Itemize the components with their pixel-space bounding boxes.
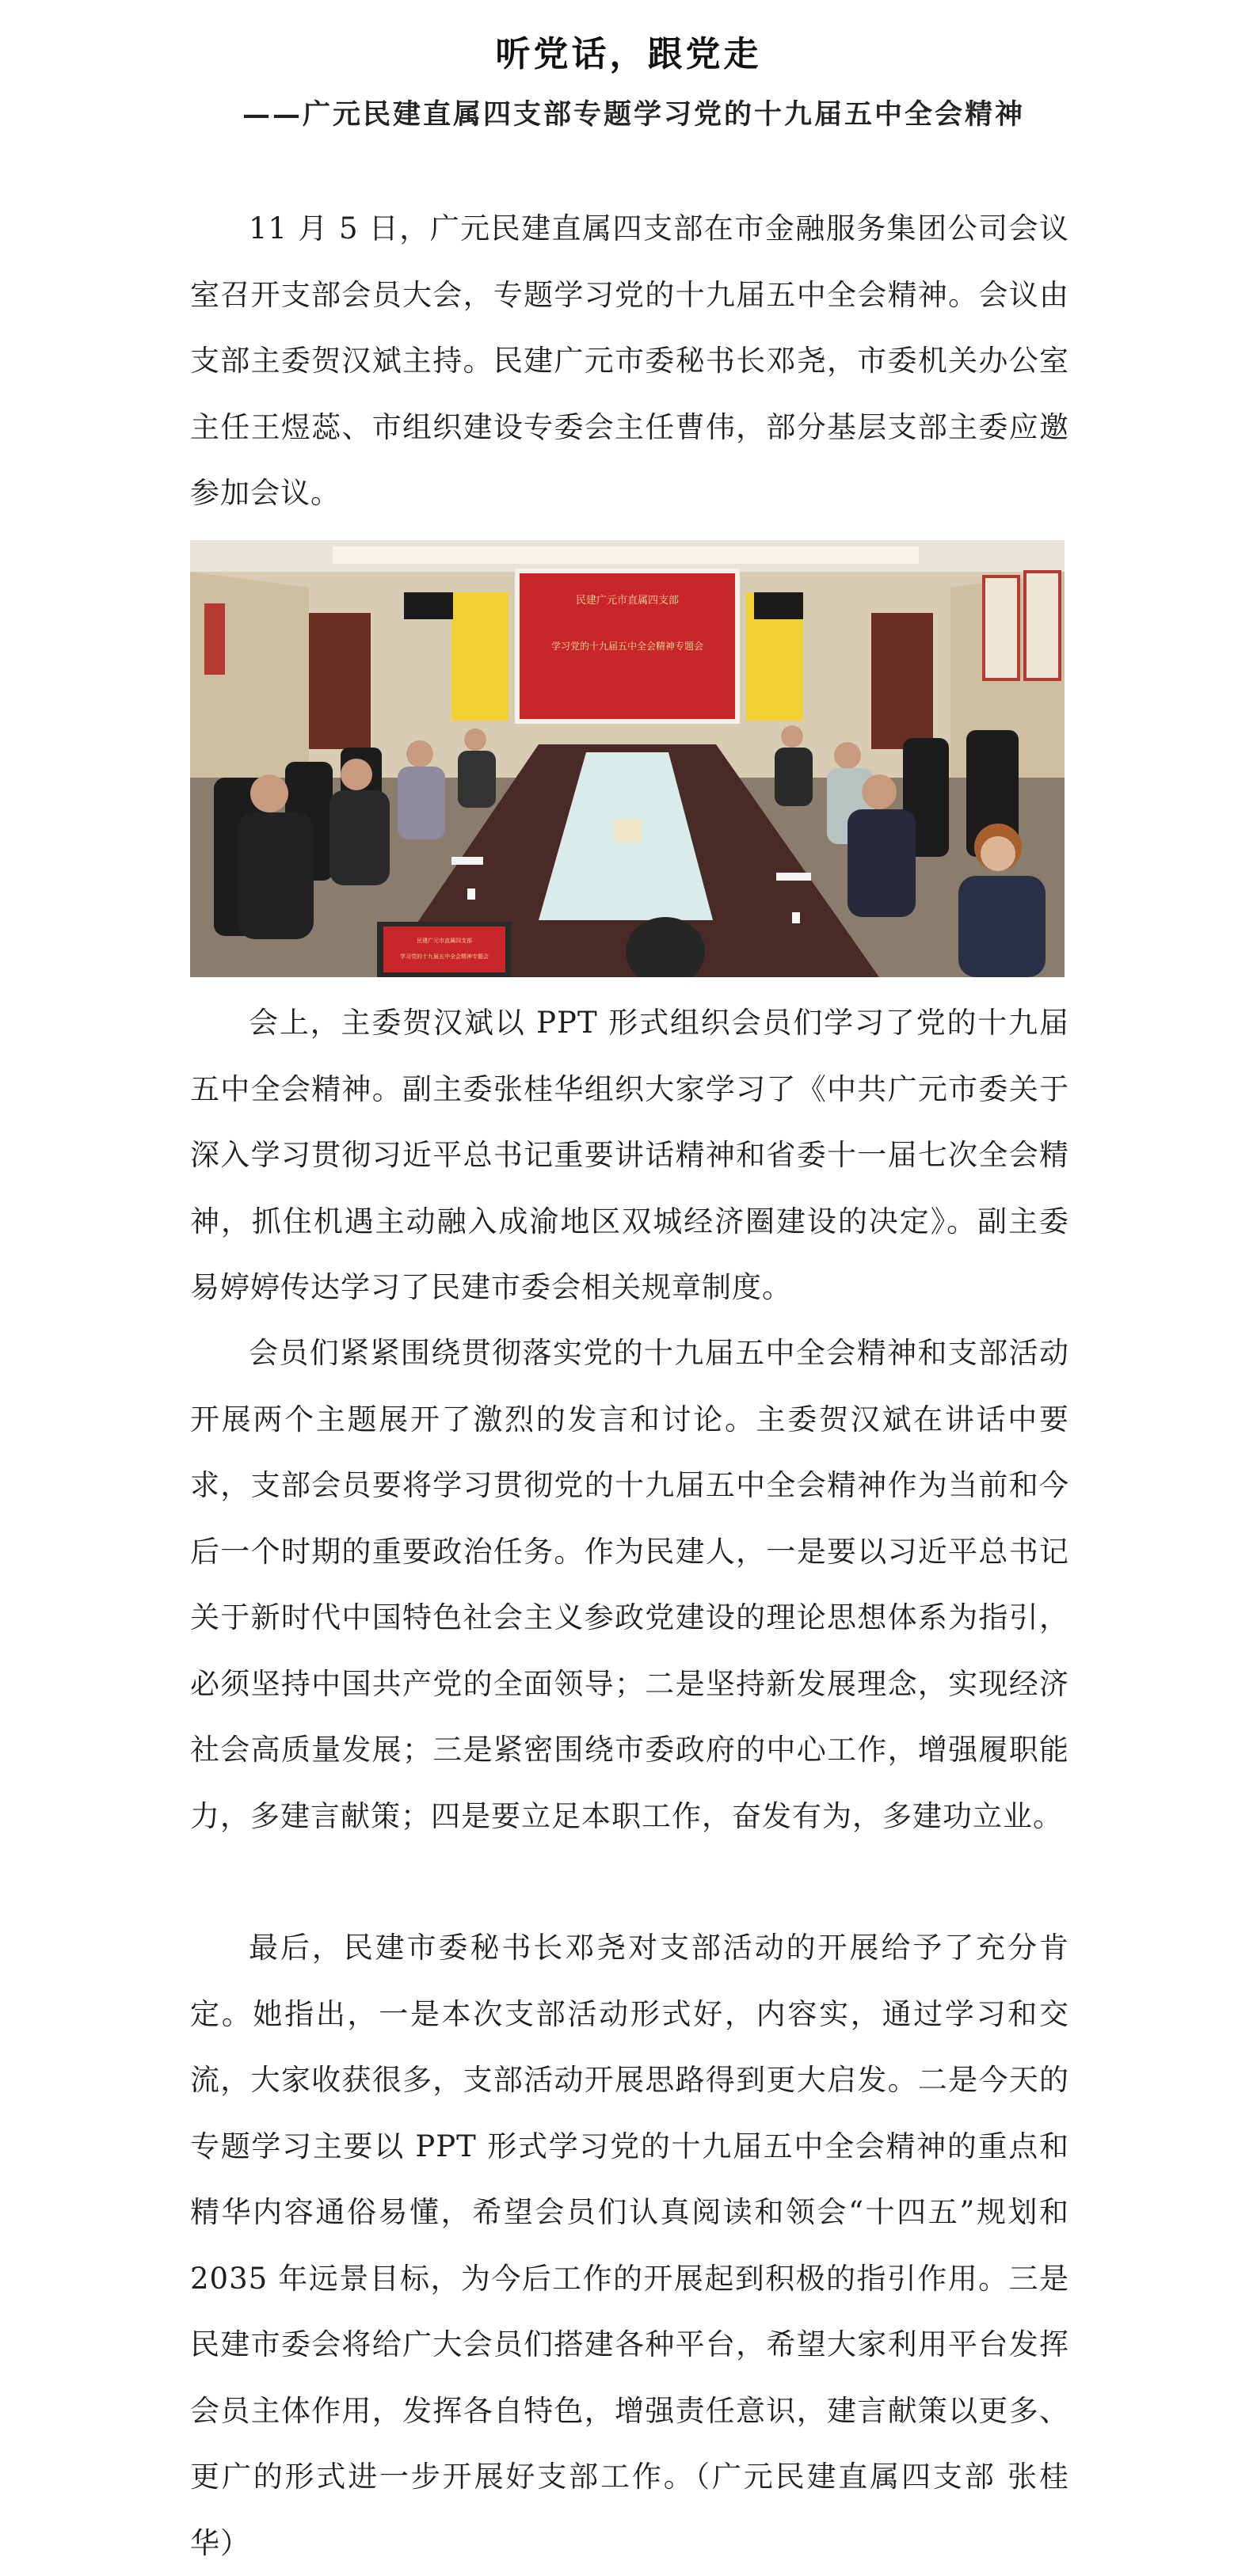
- person-right-1-head: [781, 725, 803, 748]
- cup-right: [792, 912, 800, 923]
- person-right-4-head: [981, 836, 1015, 871]
- meeting-photo: [190, 540, 1065, 977]
- person-right-1-body: [775, 748, 813, 806]
- screen-title-line1: 民建广元市直属四支部: [575, 594, 680, 606]
- person-left-1-head: [250, 774, 288, 812]
- paragraph-4: 最后，民建市委秘书长邓尧对支部活动的开展给予了充分肯定。她指出，一是本次支部活动形式好，内容实，通过学习和交流，大家收获很多，支部活动开展思路得到更大启发。二是今天的专题学习主要以 PPT 形式学习党的十九届五中全会精神的重点和精华内容通俗易懂，希望会员们认真阅读和领会“十四五”规划和 2035 年远景目标，为今后工作的开展起到积极的指引作用。三是民建市委会将给广大会员们搭建各种平台，希望大家利用平台发挥会员主体作用，发挥各自特色，增强责任意识，建言献策以更多、更广的形式进一步开展好支部工作。（广元民建直属四支部 张桂华）: [190, 1931, 1069, 2560]
- person-left-2-body: [329, 790, 390, 885]
- person-right-3-body: [848, 809, 916, 917]
- laptop-screen: [383, 927, 505, 972]
- article-subtitle: ——广元民建直属四支部专题学习党的十九届五中全会精神: [242, 98, 1025, 131]
- person-right-3-head: [862, 774, 897, 809]
- paragraph-1: 11 月 5 日，广元民建直属四支部在市金融服务集团公司会议室召开支部会员大会，专题学习党的十九届五中全会精神。会议由支部主委贺汉斌主持。民建广元市委秘书长邓尧，市委机关办公室主任王煜蕊、市组织建设专委会主任曹伟，部分基层支部主委应邀参加会议。: [190, 211, 1069, 510]
- person-left-3-head: [406, 740, 433, 767]
- right-speaker: [754, 592, 803, 619]
- person-right-2-head: [834, 742, 861, 769]
- person-left-4-head: [464, 729, 486, 751]
- cup-left: [467, 888, 475, 900]
- meeting-photo-illustration: [190, 540, 1065, 977]
- person-left-3-body: [398, 767, 445, 839]
- person-right-4-body: [958, 876, 1046, 977]
- person-left-2-head: [341, 759, 372, 790]
- article-title: 听党话，跟党走: [495, 34, 762, 75]
- screen-title-line2: 学习党的十九届五中全会精神专题会: [550, 641, 704, 652]
- paper-left: [451, 857, 483, 865]
- right-door: [871, 613, 933, 749]
- ceiling-light: [333, 546, 919, 564]
- flower-pot: [614, 819, 641, 843]
- right-poster-1: [984, 576, 1019, 679]
- person-left-1-body: [238, 812, 314, 939]
- left-speaker: [404, 592, 453, 619]
- person-left-4-body: [458, 751, 496, 808]
- left-door: [309, 613, 371, 749]
- paragraph-2: 会上，主委贺汉斌以 PPT 形式组织会员们学习了党的十九届五中全会精神。副主委张桂华组织大家学习了《中共广元市委关于深入学习贯彻习近平总书记重要讲话精神和省委十一届七次全会精神，抓住机遇主动融入成渝地区双城经济圈建设的决定》。副主委易婷婷传达学习了民建市委会相关规章制度。: [190, 1006, 1069, 1304]
- laptop-screen-line1: 民建广元市直属四支部: [417, 938, 472, 944]
- left-poster: [204, 603, 225, 675]
- laptop-screen-line2: 学习党的十九届五中全会精神专题会: [400, 954, 489, 960]
- paragraph-3: 会员们紧紧围绕贯彻落实党的十九届五中全会精神和支部活动开展两个主题展开了激烈的发言和讨论。主委贺汉斌在讲话中要求，支部会员要将学习贯彻党的十九届五中全会精神作为当前和今后一个时期的重要政治任务。作为民建人，一是要以习近平总书记关于新时代中国特色社会主义参政党建设的理论思想体系为指引，必须坚持中国共产党的全面领导；二是坚持新发展理念，实现经济社会高质量发展；三是紧密围绕市委政府的中心工作，增强履职能力，多建言献策；四是要立足本职工作，奋发有为，多建功立业。: [190, 1336, 1069, 1833]
- right-poster-2: [1025, 572, 1060, 679]
- left-notice-board: [451, 592, 509, 721]
- paper-right: [776, 873, 811, 881]
